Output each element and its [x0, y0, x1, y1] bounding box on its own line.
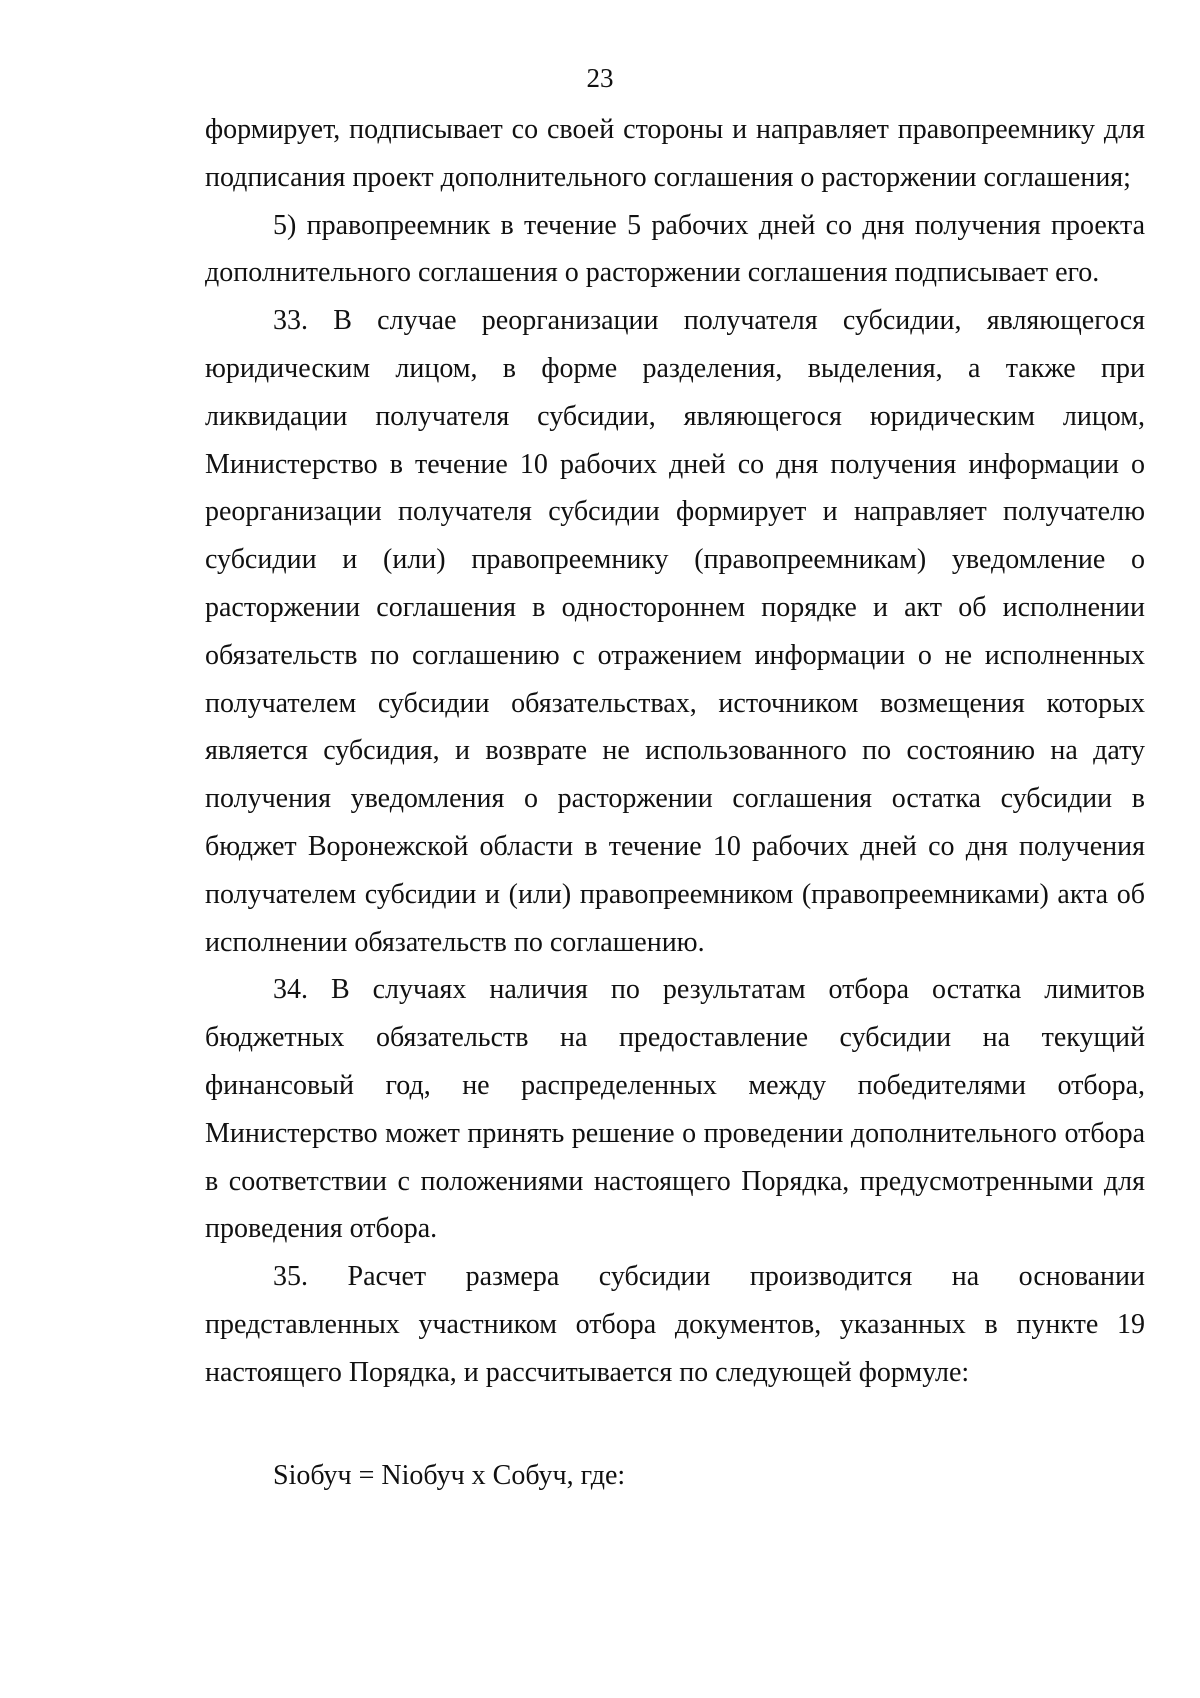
- document-body: [205, 106, 1145, 1397]
- page-number: 23: [586, 63, 614, 93]
- paragraph-continuation: формирует, подписывает со своей стороны и направляет правопреемнику для подписания проект дополнительного соглашения о расторжении соглашения;: [205, 114, 1145, 193]
- paragraph-item-34: 34. В случаях наличия по результатам отбора остатка лимитов бюджетных обязательств на предоставление субсидии на текущий финансовый год, не распределенных между победителями отбора, Министерство может принять решение о проведении дополнительного отбора в соответствии с положениями настоящего Порядка, предусмотренными для проведения отбора.: [205, 974, 1145, 1245]
- paragraph-item-33: 33. В случае реорганизации получателя субсидии, являющегося юридическим лицом, в форме разделения, выделения, а также при ликвидации получателя субсидии, являющегося юридическим лицом, Министерство в течение 10 рабочих дней со дня получения информации о реорганизации получателя субсидии формирует и направляет получателю субсидии и (или) правопреемнику (правопреемникам) уведомление о расторжении соглашения в одностороннем порядке и акт об исполнении обязательств по соглашению с отражением информации о не исполненных получателем субсидии обязательствах, источником возмещения которых является субсидия, и возврате не использованного по состоянию на дату получения уведомления о расторжении соглашения остатка субсидии в бюджет Воронежской области в течение 10 рабочих дней со дня получения получателем субсидии и (или) правопреемником (правопреемниками) акта об исполнении обязательств по соглашению.: [205, 305, 1145, 958]
- paragraph-item-35: 35. Расчет размера субсидии производится на основании представленных участником отбора документов, указанных в пункте 19 настоящего Порядка, и рассчитывается по следующей формуле:: [205, 1261, 1145, 1388]
- paragraph-item-5: 5) правопреемник в течение 5 рабочих дней со дня получения проекта дополнительного соглашения о расторжении соглашения подписывает его.: [205, 209, 1145, 289]
- subsidy-formula: Siобуч = Niобуч х Собуч, где:: [273, 1460, 626, 1491]
